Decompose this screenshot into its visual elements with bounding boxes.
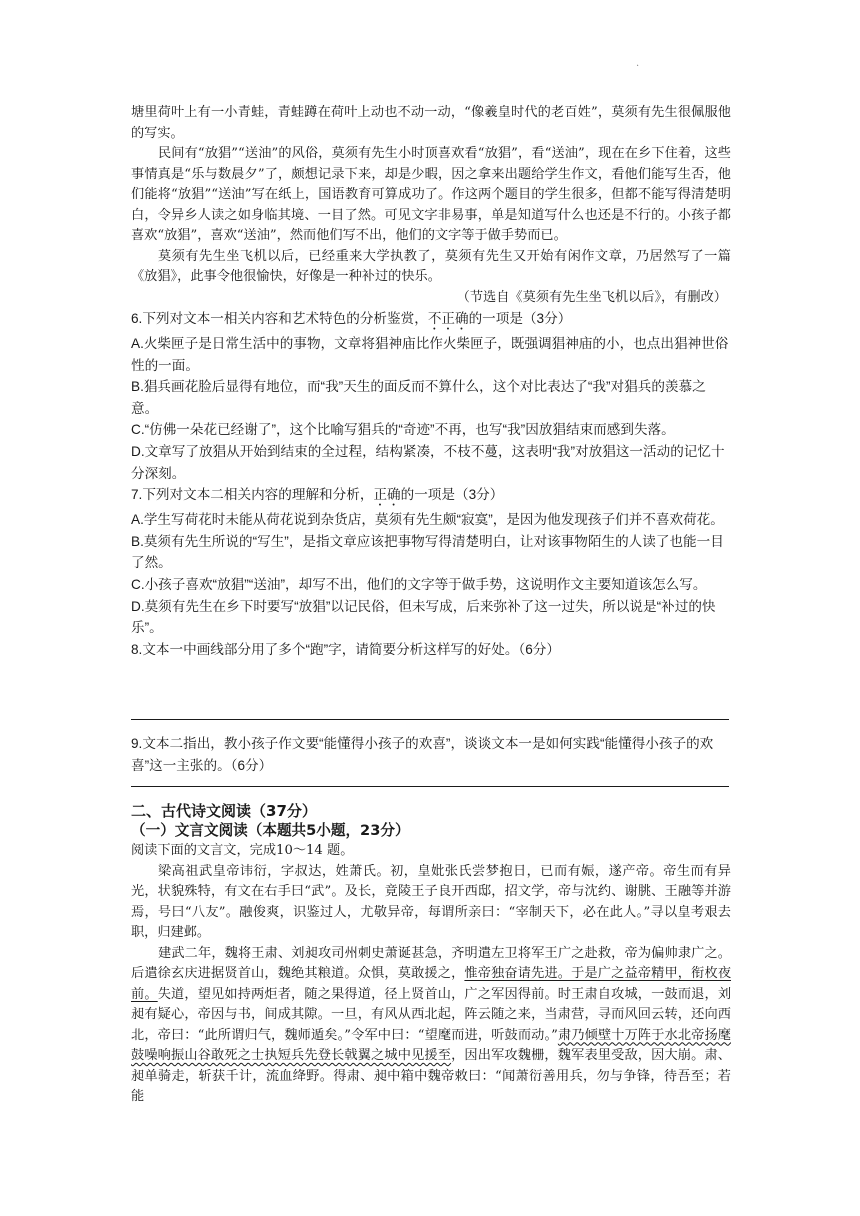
question-7-emphasis: 正确 [373,487,401,503]
essay-block [131,103,731,660]
question-7-option-b: B.莫须有先生所说的“写生”，是指文章应该把事物写得清楚明白，让对该事物陌生的人读了也能一目了然。 [131,533,724,571]
classical-section [131,801,731,1108]
essay-source: （节选自《莫须有先生坐飞机以后》，有删改） [456,289,727,305]
question-6-option-c: C.“仿佛一朵花已经谢了”，这个比喻写猖兵的“奇迹”不再，也写“我”因放猖结束而感到失落。 [131,422,675,438]
question-6-option-b: B.猖兵画花脸后显得有地位，而“我”天生的面反而不算什么，这个对比表达了“我”对猖兵的羡慕之意。 [131,379,706,416]
classical-paragraph-1: 梁高祖武皇帝讳衍，字叔达，姓萧氏。初，皇妣张氏尝梦抱日，已而有娠，遂产帝。帝生而有异光，状貌殊特，有文在右手曰“武”。及长，竟陵王子良开西邸，招文学，帝与沈约、谢朓、王融等并游焉，号曰“八友”。融俊爽，识鉴过人，尤敬异帝，每谓所亲曰：“宰制天下，必在此人。”寻以皇考艰去职，归建邺。 [131,863,731,940]
question-6-emphasis: 不正确 [427,311,469,326]
section-2-instruction: 阅读下面的文言文，完成10～14 题。 [131,843,354,858]
answer-line-q9 [131,786,729,787]
question-7-option-c: C.小孩子喜欢“放猖”“送油”，却写不出，他们的文字等于做手势，这说明作文主要知道该怎么写。 [131,576,707,592]
answer-line-q8 [131,719,729,720]
classical-paragraph-2: 建武二年，魏将王肃、刘昶攻司州刺史萧诞甚急，齐明遣左卫将军王广之赴救，帝为偏帅隶广之。后遣徐玄庆进据贤首山，魏绝其粮道。众惧，莫敢援之，惟帝独奋请先进。于是广之益帝精甲，衔枚夜前。失道，望见如持两炬者，随之果得道，径上贤首山，广之军因得前。时王肃自攻城，一鼓而退，刘昶有疑心，帝因与书，间成其隙。一旦，有风从西北起，阵云随之来，当肃营，寻而风回云转，还向西北，帝曰：“此所谓归气，魏师遁矣。”令军中曰：“望麾而进，听鼓而动。”肃乃倾壁十万阵于水北帝扬麾鼓噪响振山谷敢死之士执短兵先登长戟翼之城中见援至，因出军攻魏栅，魏军表里受敌，因大崩。肃、昶单骑走，斩获千计，流血绛野。得肃、昶中箱中魏帝敕曰：“闻萧衍善用兵，勿与争锋，待吾至；若能 [131,945,732,1104]
section-2-subtitle: （一）文言文阅读（本题共5小题，23分） [131,822,410,839]
essay-paragraph-2: 民间有“放猖”“送油”的风俗，莫须有先生小时顶喜欢看“放猖”，看“送油”，现在在乡下住着，这些事情真是“乐与数晨夕”了，颇想记录下来，却是少暇，因之拿来出题给学生作文，看他们能写生否，他们能将“放猖”“送油”写在纸上，国语教育可算成功了。作这两个题目的学生很多，但都不能写得清楚明白，令异乡人读之如身临其境、一目了然。可见文字非易事，单是知道写什么也还是不行的。小孩子都喜欢“放猖”，喜欢“送油”，然而他们写不出，他们的文字等于做手势而已。 [131,146,731,243]
question-7-option-d: D.莫须有先生在乡下时要写“放猖”以记民俗，但未写成，后来弥补了这一过失，所以说是“补过的快乐”。 [131,598,716,636]
question-9-block [131,733,731,776]
essay-paragraph-3: 莫须有先生坐飞机以后，已经重来大学执教了，莫须有先生又开始有闲作文章，乃居然写了一篇《放猖》，此事令他很愉快，好像是一种补过的快乐。 [131,248,731,284]
wavy-underlined-sentence: 肃乃倾壁十万阵于水北帝扬麾鼓噪响振山谷敢死之士执短兵先登长戟翼之城中见援至 [131,1027,731,1063]
section-2-title: 二、古代诗文阅读（37分） [131,802,317,820]
question-7-stem: 7.下列对文本二相关内容的理解和分析，正确的一项是（3分） [131,487,504,503]
question-7-option-a: A.学生写荷花时未能从荷花说到杂货店，莫须有先生颇“寂寞”，是因为他发现孩子们并不喜欢荷花。 [131,512,724,528]
essay-paragraph-1: 塘里荷叶上有一小青蛙，青蛙蹲在荷叶上动也不动一动，“像羲皇时代的老百姓”，莫须有先生很佩服他的写实。 [131,105,731,141]
question-6-stem: 6.下列对文本一相关内容和艺术特色的分析鉴赏，不正确的一项是（3分） [131,311,572,326]
underlined-sentence: 惟帝独奋请先进。于是广之益帝精甲，衔枚夜前。 [131,966,732,1002]
question-6-option-a: A.火柴匣子是日常生活中的事物，文章将猖神庙比作火柴匣子，既强调猖神庙的小，也点出猖神世俗性的一面。 [131,336,729,373]
page-mark: . [636,58,640,69]
question-6-option-d: D.文章写了放猖从开始到结束的全过程，结构紧凑，不枝不蔓，这表明“我”对放猖这一活动的记忆十分深刻。 [131,443,725,481]
question-9-stem: 9.文本二指出，教小孩子作文要“能懂得小孩子的欢喜”，谈谈文本一是如何实践“能懂得小孩子的欢喜”这一主张的。（6分） [131,736,714,773]
question-8-stem: 8.文本一中画线部分用了多个“跑”字，请简要分析这样写的好处。（6分） [131,641,560,657]
